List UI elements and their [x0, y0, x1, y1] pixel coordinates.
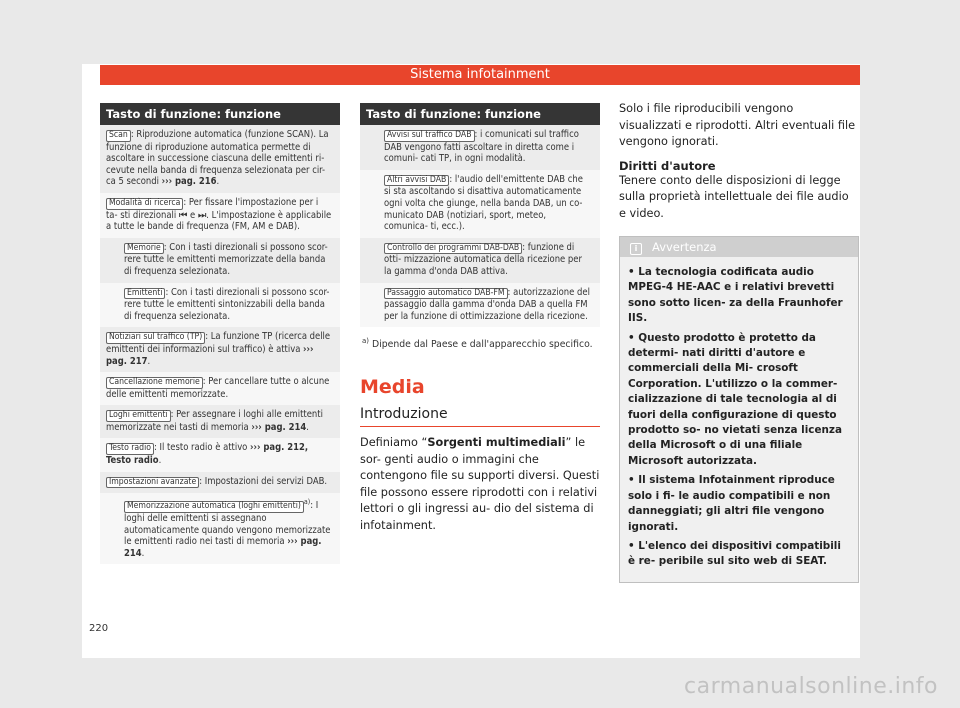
table-row [100, 493, 340, 564]
page-number: 220 [89, 623, 109, 634]
warning-body [620, 257, 858, 582]
table-row [360, 238, 600, 283]
table-row [100, 193, 340, 238]
page-reference: ››› pag. 216 [161, 176, 217, 188]
footnote-mark: a) [303, 498, 311, 507]
function-key-label: Notiziari sul traffico (TP) [106, 332, 205, 344]
table-row [100, 472, 340, 494]
row-text: : Riproduzione automatica (funzione SCAN). La funzione di riproduzione automatica permette di ascoltare in successione ciascuna delle emittenti ri- cevute nella banda di frequenza selezionata per cir- ca 5 secondi [106, 129, 329, 188]
table-row [100, 283, 340, 328]
function-key-label: Avvisi sul traffico DAB [384, 130, 475, 142]
table-row [100, 405, 340, 438]
function-key-label: Impostazioni avanzate [106, 477, 199, 489]
row-text: : I loghi delle emittenti si assegnano automaticamente quando vengono memorizzate le emittenti radio nei tasti di memoria [124, 500, 331, 548]
function-key-label: Scan [106, 130, 131, 142]
copyright-paragraph: Tenere conto delle disposizioni di legge sulla proprietà intellettuale dei file audio e video. [619, 173, 849, 220]
table-row [100, 327, 340, 372]
function-key-label: Loghi emittenti [106, 410, 171, 422]
warning-item: • Questo prodotto è protetto da determi- nati diritti d'autore e commerciali della Mi- crosoft Corporation. L'utilizzo o la commer- cializzazione di tale tecnologia al di fuori della configurazione di questo prodotto so- no vietati senza licenza della Microsoft o di una filiale Microsoft autorizzata. [628, 331, 842, 467]
row-text: : autorizzazione del passaggio dalla gamma d'onda DAB a quella FM per la funzione di ottimizzazione della ricezione. [384, 286, 590, 322]
row-text: : Per fissare l'impostazione per i ta- sti direzionali ⏮ e ⏭. L'impostazione è applicabile a tutte le bande di frequenza (FM, AM e DAB). [106, 196, 332, 233]
right-column [619, 101, 859, 583]
media-heading: Media [360, 376, 425, 399]
function-key-label: Emittenti [124, 288, 165, 300]
table-row [360, 125, 600, 170]
page-reference: ››› pag. 217 [106, 343, 314, 367]
row-text: : Impostazioni dei servizi DAB. [199, 475, 328, 487]
page-reference: ››› pag. 214 [251, 421, 307, 433]
footnote: $^{a)}$ Dipende dal Paese e dall'apparecchio specifico. [362, 337, 593, 351]
function-key-label: Controllo dei programmi DAB-DAB [384, 243, 522, 255]
table-row [360, 170, 600, 238]
function-key-label: Memorizzazione automatica (loghi emittenti) [124, 501, 304, 513]
function-key-label: Modalità di ricerca [106, 198, 183, 210]
watermark: carmanualsonline.info [684, 674, 938, 699]
page-reference: ››› pag. 212, Testo radio [106, 442, 309, 467]
warning-item: • L'elenco dei dispositivi compatibili è re- peribile sul sito web di SEAT. [628, 539, 841, 568]
row-text: : Il testo radio è attivo [153, 442, 251, 454]
table-heading: Tasto di funzione: funzione [360, 103, 600, 125]
warning-item: • La tecnologia codificata audio MPEG-4 HE-AAC e i relativi brevetti sono sotto licen- za della Fraunhofer IIS. [628, 266, 843, 325]
playable-files-paragraph: Solo i file riproducibili vengono visualizzati e riprodotti. Altri eventuali file vengono ignorati. [619, 102, 856, 148]
row-text: : La funzione TP (ricerca delle emittenti dei informazioni sul traffico) è attiva [106, 331, 331, 355]
function-key-label: Testo radio [106, 443, 154, 455]
table-row [100, 125, 340, 193]
section-header: Sistema infotainment [100, 65, 860, 85]
function-key-label: Memorie [124, 243, 164, 255]
table-function-keys-dab [360, 103, 600, 534]
row-tail: . [306, 421, 309, 433]
row-text: : Con i tasti direzionali si possono scor- rere tutte le emittenti sintonizzabili della banda di frequenza selezionata. [124, 286, 330, 322]
row-text: : funzione di otti- mizzazione automatica della ricezione per la gamma d'onda DAB attiva. [384, 241, 582, 277]
table-row [360, 283, 600, 328]
warning-header: i Avvertenza [620, 237, 858, 257]
row-text: : Con i tasti direzionali si possono scor- rere tutte le emittenti memorizzate della banda di frequenza selezionata. [124, 241, 328, 277]
info-icon: i [630, 243, 642, 255]
row-text: : i comunicati sul traffico DAB vengono fatti ascoltare in diretta come i comuni- cati TP, in ogni modalità. [384, 129, 579, 165]
row-text: : l'audio dell'emittente DAB che si sta ascoltando si disattiva automaticamente ogni volta che giunge, nella banda DAB, un co- municato DAB (notiziari, sport, meteo, comunica- ti, ecc.). [384, 173, 583, 233]
function-key-label: Passaggio automatico DAB-FM [384, 288, 508, 300]
row-tail: . [141, 547, 145, 559]
warning-item: • Il sistema Infotainment riproduce solo i fi- le audio compatibili e non danneggiati; gli altri file vengono ignorati. [628, 474, 835, 533]
copyright-subheading: Diritti d'autore [619, 158, 716, 173]
table-row [100, 438, 340, 471]
function-key-label: Altri avvisi DAB [384, 175, 449, 187]
page-reference: ››› pag. 214 [124, 536, 322, 559]
table-function-keys-radio [100, 103, 340, 564]
row-tail: . [216, 176, 220, 188]
intro-paragraph: Definiamo “Sorgenti multimediali” le sor- genti audio o immagini che contengono file su supporti diversi. Questi file possono essere riprodotti con i relativi lettori o gli ingressi au- dio del sistema di infotainment. [360, 436, 600, 532]
row-text: : Per assegnare i loghi alle emittenti memorizzate nei tasti di memoria [106, 409, 323, 433]
row-tail: . [158, 455, 162, 467]
intro-subheading: Introduzione [360, 406, 600, 427]
row-tail: . [147, 355, 151, 367]
row-text: : Per cancellare tutte o alcune delle emittenti memorizzate. [106, 376, 330, 400]
table-heading: Tasto di funzione: funzione [100, 103, 340, 125]
table-row [100, 372, 340, 405]
function-key-label: Cancellazione memorie [106, 377, 203, 389]
warning-box [619, 236, 859, 583]
table-row [100, 238, 340, 283]
